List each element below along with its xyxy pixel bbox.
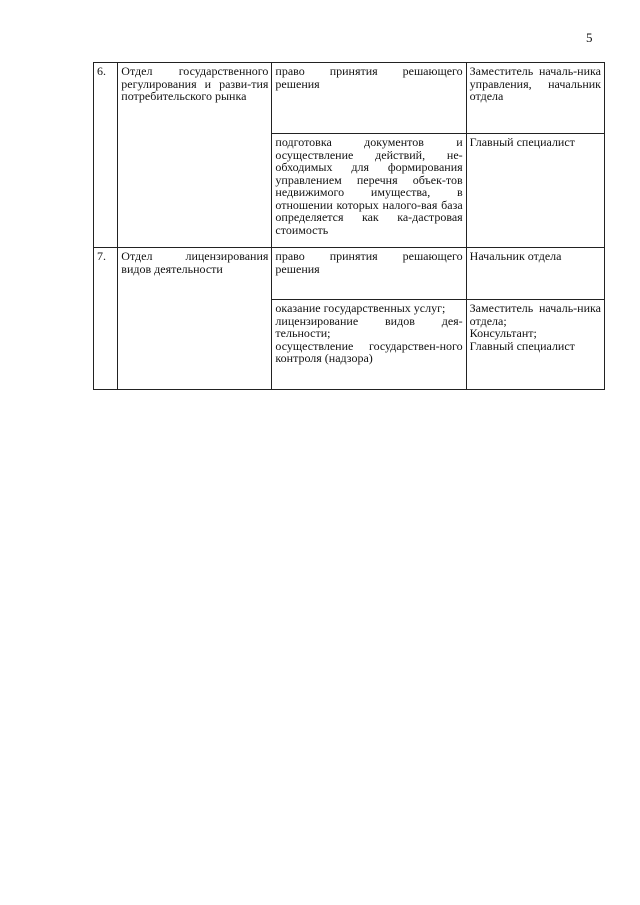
position-cell xyxy=(466,300,604,390)
authority-table xyxy=(93,62,605,390)
function-cell: право принятия решающего решения xyxy=(272,63,466,134)
position-line: Заместитель началь-ника отдела; xyxy=(469,301,601,328)
position-cell: Главный специалист xyxy=(466,134,604,248)
position-line: Консультант; xyxy=(469,326,537,340)
function-cell xyxy=(272,300,466,390)
function-cell: право принятия решающего решения xyxy=(272,248,466,300)
row-number: 7. xyxy=(94,248,118,390)
function-cell: подготовка документов и осуществление действий, не-обходимых для формирования управлением перечня объек-тов недвижимого имущества, в отношении которых налого-вая база определяется как ка-дастровая стоимость xyxy=(272,134,466,248)
department-cell: Отдел государственного регулирования и разви-тия потребительского рынка xyxy=(118,63,272,248)
function-line: лицензирование видов дея-тельности; xyxy=(275,313,463,340)
function-line: оказание государственных услуг; xyxy=(275,301,446,315)
table-row xyxy=(94,63,605,134)
position-line: Главный специалист xyxy=(469,338,575,353)
department-cell: Отдел лицензирования видов деятельности xyxy=(118,248,272,390)
position-cell: Начальник отдела xyxy=(466,248,604,300)
table-row xyxy=(94,248,605,300)
page-number: 5 xyxy=(586,30,593,45)
position-cell: Заместитель началь-ника управления, начальник отдела xyxy=(466,63,604,134)
function-line: осуществление государствен-ного контроля (надзора) xyxy=(275,338,463,365)
row-number: 6. xyxy=(94,63,118,248)
